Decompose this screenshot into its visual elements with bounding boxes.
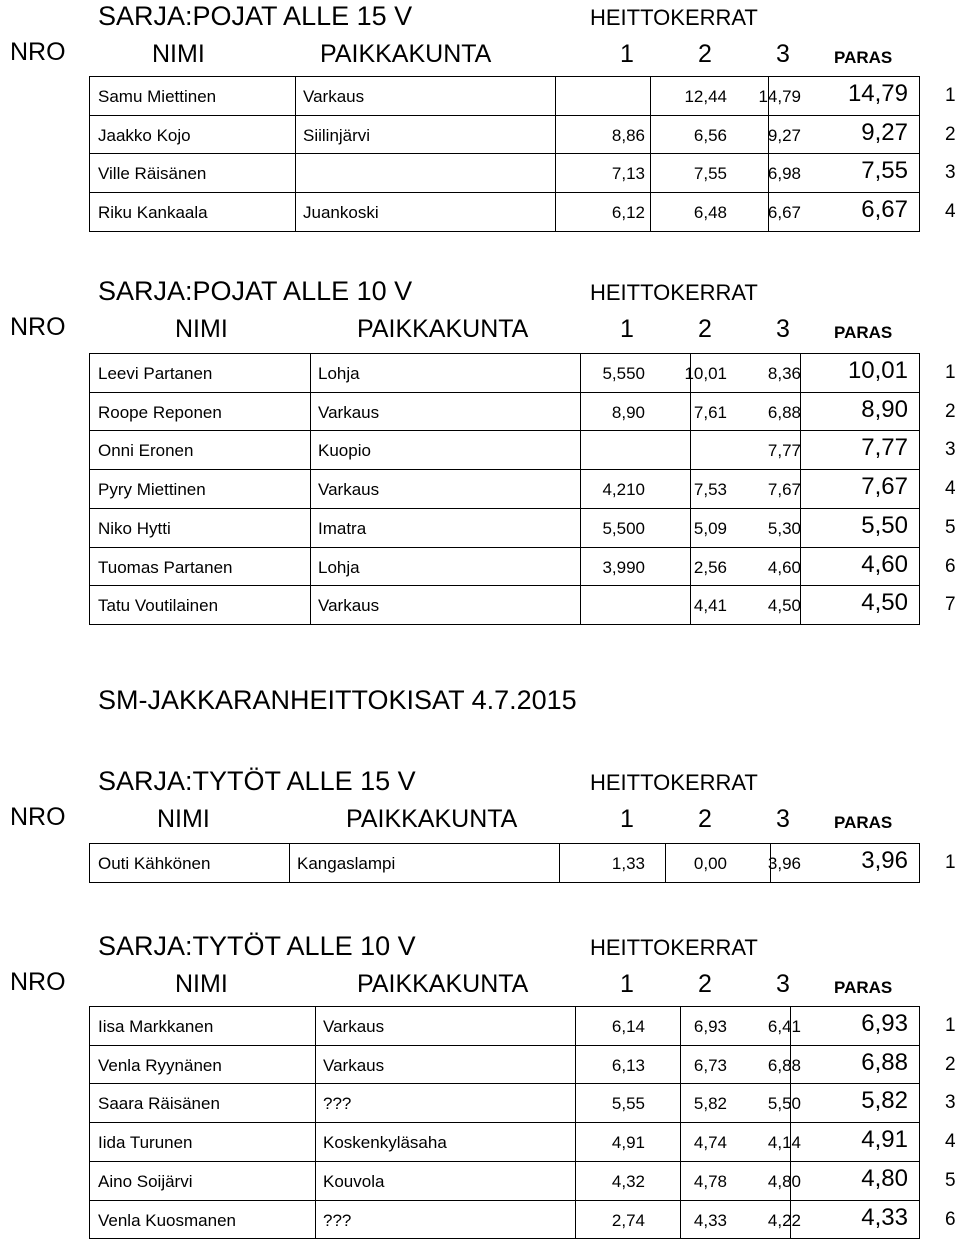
throw-2: 5,82: [693, 1094, 727, 1113]
col-header-nimi: NIMI: [157, 805, 210, 833]
athlete-name: Aino Soijärvi: [98, 1172, 193, 1191]
rank: 6: [945, 1209, 956, 1230]
athlete-name: Niko Hytti: [98, 519, 171, 538]
athlete-place: Lohja: [318, 364, 360, 383]
throw-1: 2,74: [611, 1211, 645, 1230]
table-column-rule: [295, 76, 296, 231]
athlete-place: Varkaus: [318, 596, 380, 615]
athlete-name: Venla Ryynänen: [98, 1056, 222, 1075]
best-result: 5,50: [861, 512, 908, 539]
col-header-1: 1: [620, 805, 634, 833]
throw-3: 4,80: [767, 1172, 801, 1191]
col-header-paikkakunta: PAIKKAKUNTA: [320, 40, 492, 68]
table-rule: [89, 547, 920, 548]
throw-1: 4,91: [611, 1133, 645, 1152]
col-header-1: 1: [620, 40, 634, 68]
col-header-nimi: NIMI: [175, 315, 228, 343]
rank: 3: [945, 162, 956, 183]
athlete-name: Ville Räisänen: [98, 164, 207, 183]
table-column-rule: [89, 353, 90, 624]
throw-3: 14,79: [758, 87, 801, 106]
table-column-rule: [89, 76, 90, 231]
throw-2: 4,74: [693, 1133, 727, 1152]
rank: 1: [945, 852, 956, 873]
throw-3: 5,30: [767, 519, 801, 538]
table-rule: [89, 76, 920, 77]
table-column-rule: [575, 1006, 576, 1238]
table-column-rule: [919, 1006, 920, 1238]
throw-3: 4,14: [767, 1133, 801, 1152]
rank: 7: [945, 594, 956, 615]
athlete-name: Leevi Partanen: [98, 364, 213, 383]
athlete-name: Iisa Markkanen: [98, 1017, 214, 1036]
col-header-paikkakunta: PAIKKAKUNTA: [357, 315, 529, 343]
section-title: SARJA:POJAT ALLE 10 V: [98, 276, 413, 306]
best-result: 10,01: [847, 357, 908, 384]
table-rule: [89, 392, 920, 393]
athlete-name: Jaakko Kojo: [98, 126, 191, 145]
throw-2: 0,00: [693, 854, 727, 873]
throw-1: 8,86: [611, 126, 645, 145]
athlete-name: Riku Kankaala: [98, 203, 208, 222]
table-rule: [89, 469, 920, 470]
table-rule: [89, 353, 920, 354]
throw-2: 12,44: [684, 87, 727, 106]
throw-2: 4,33: [693, 1211, 727, 1230]
rank: 5: [945, 1170, 956, 1191]
athlete-name: Saara Räisänen: [98, 1094, 220, 1113]
table-rule: [89, 1006, 920, 1007]
table-column-rule: [919, 353, 920, 624]
table-column-rule: [665, 843, 666, 882]
athlete-name: Pyry Miettinen: [98, 480, 206, 499]
table-rule: [89, 1122, 920, 1123]
athlete-place: Koskenkyläsaha: [323, 1133, 447, 1152]
col-header-2: 2: [698, 315, 712, 343]
section-title: SARJA:POJAT ALLE 15 V: [98, 1, 413, 31]
throw-3: 9,27: [767, 126, 801, 145]
table-rule: [89, 882, 920, 883]
best-result: 6,93: [861, 1010, 908, 1037]
best-result: 3,96: [861, 847, 908, 874]
best-result: 4,80: [861, 1165, 908, 1192]
col-header-paikkakunta: PAIKKAKUNTA: [357, 970, 529, 998]
best-result: 7,77: [861, 434, 908, 461]
athlete-place: Varkaus: [323, 1056, 385, 1075]
best-result: 5,82: [861, 1087, 908, 1114]
table-column-rule: [790, 1006, 791, 1238]
athlete-name: Venla Kuosmanen: [98, 1211, 236, 1230]
throw-2: 5,09: [693, 519, 727, 538]
section-title: SARJA:TYTÖT ALLE 15 V: [98, 766, 416, 796]
athlete-place: Kouvola: [323, 1172, 385, 1191]
table-rule: [89, 1200, 920, 1201]
section-title: SARJA:TYTÖT ALLE 10 V: [98, 931, 416, 961]
throw-3: 5,50: [767, 1094, 801, 1113]
table-rule: [89, 430, 920, 431]
col-header-2: 2: [698, 805, 712, 833]
table-rule: [89, 115, 920, 116]
table-rule: [89, 231, 920, 232]
athlete-place: Varkaus: [318, 403, 380, 422]
table-rule: [89, 1161, 920, 1162]
throw-1: 4,32: [611, 1172, 645, 1191]
col-header-paras: PARAS: [834, 323, 893, 342]
rank: 1: [945, 85, 956, 106]
rank: 6: [945, 556, 956, 577]
best-result: 4,33: [861, 1204, 908, 1231]
event-title: SM-JAKKARANHEITTOKISAT 4.7.2015: [98, 685, 577, 715]
throw-2: 4,78: [693, 1172, 727, 1191]
rank: 4: [945, 478, 956, 499]
athlete-place: Lohja: [318, 558, 360, 577]
table-column-rule: [919, 843, 920, 882]
rank: 2: [945, 124, 956, 145]
col-header-3: 3: [776, 40, 790, 68]
col-header-1: 1: [620, 970, 634, 998]
table-column-rule: [559, 843, 560, 882]
table-column-rule: [919, 76, 920, 231]
throw-2: 6,93: [693, 1017, 727, 1036]
col-header-paikkakunta: PAIKKAKUNTA: [346, 805, 518, 833]
table-column-rule: [580, 353, 581, 624]
table-column-rule: [89, 1006, 90, 1238]
throw-2: 4,41: [693, 596, 727, 615]
best-result: 14,79: [847, 80, 908, 107]
athlete-name: Tatu Voutilainen: [98, 596, 219, 615]
rank: 3: [945, 1092, 956, 1113]
col-header-2: 2: [698, 40, 712, 68]
throw-3: 4,22: [767, 1211, 801, 1230]
rank: 2: [945, 1054, 956, 1075]
throw-1: 6,13: [611, 1056, 645, 1075]
throw-3: 6,41: [767, 1017, 801, 1036]
table-column-rule: [310, 353, 311, 624]
table-rule: [89, 624, 920, 625]
athlete-place: Varkaus: [323, 1017, 385, 1036]
rank: 2: [945, 401, 956, 422]
rank: 1: [945, 1015, 956, 1036]
table-rule: [89, 585, 920, 586]
table-rule: [89, 192, 920, 193]
table-rule: [89, 1083, 920, 1084]
throw-2: 2,56: [693, 558, 727, 577]
rank: 4: [945, 1131, 956, 1152]
best-result: 4,91: [861, 1126, 908, 1153]
athlete-name: Tuomas Partanen: [98, 558, 233, 577]
table-column-rule: [289, 843, 290, 882]
col-header-nro: NRO: [10, 38, 66, 66]
best-result: 6,88: [861, 1049, 908, 1076]
throw-1: 6,14: [611, 1017, 645, 1036]
col-header-nro: NRO: [10, 803, 66, 831]
throw-2: 7,61: [693, 403, 727, 422]
col-header-paras: PARAS: [834, 813, 893, 832]
col-header-1: 1: [620, 315, 634, 343]
throw-1: 8,90: [611, 403, 645, 422]
throw-2: 6,73: [693, 1056, 727, 1075]
heittokerrat-label: HEITTOKERRAT: [590, 770, 758, 795]
athlete-place: Kangaslampi: [297, 854, 396, 873]
athlete-place: Imatra: [318, 519, 367, 538]
throw-2: 10,01: [684, 364, 727, 383]
throw-3: 7,77: [767, 441, 801, 460]
col-header-3: 3: [776, 970, 790, 998]
table-rule: [89, 843, 920, 844]
table-column-rule: [680, 1006, 681, 1238]
athlete-name: Iida Turunen: [98, 1133, 193, 1152]
athlete-name: Samu Miettinen: [98, 87, 217, 106]
rank: 3: [945, 439, 956, 460]
table-rule: [89, 508, 920, 509]
col-header-nimi: NIMI: [175, 970, 228, 998]
heittokerrat-label: HEITTOKERRAT: [590, 5, 758, 30]
throw-3: 4,50: [767, 596, 801, 615]
throw-1: 5,55: [611, 1094, 645, 1113]
throw-2: 7,55: [693, 164, 727, 183]
table-rule: [89, 1045, 920, 1046]
best-result: 4,50: [861, 589, 908, 616]
rank: 5: [945, 517, 956, 538]
throw-1: 7,13: [611, 164, 645, 183]
throw-3: 4,60: [767, 558, 801, 577]
throw-2: 6,48: [693, 203, 727, 222]
heittokerrat-label: HEITTOKERRAT: [590, 280, 758, 305]
table-column-rule: [555, 76, 556, 231]
table-column-rule: [315, 1006, 316, 1238]
throw-3: 8,36: [767, 364, 801, 383]
throw-1: 1,33: [611, 854, 645, 873]
rank: 1: [945, 362, 956, 383]
athlete-name: Roope Reponen: [98, 403, 222, 422]
throw-3: 7,67: [767, 480, 801, 499]
table-rule: [89, 153, 920, 154]
throw-3: 6,98: [767, 164, 801, 183]
col-header-paras: PARAS: [834, 978, 893, 997]
throw-3: 6,67: [767, 203, 801, 222]
col-header-2: 2: [698, 970, 712, 998]
throw-1: 6,12: [611, 203, 645, 222]
athlete-place: Varkaus: [303, 87, 365, 106]
heittokerrat-label: HEITTOKERRAT: [590, 935, 758, 960]
table-column-rule: [89, 843, 90, 882]
throw-1: 5,550: [602, 364, 645, 383]
best-result: 7,67: [861, 473, 908, 500]
best-result: 9,27: [861, 119, 908, 146]
best-result: 8,90: [861, 396, 908, 423]
throw-3: 3,96: [767, 854, 801, 873]
col-header-nro: NRO: [10, 968, 66, 996]
col-header-3: 3: [776, 805, 790, 833]
col-header-3: 3: [776, 315, 790, 343]
throw-1: 5,500: [602, 519, 645, 538]
athlete-place: Juankoski: [303, 203, 379, 222]
best-result: 6,67: [861, 196, 908, 223]
col-header-nro: NRO: [10, 313, 66, 341]
athlete-place: Siilinjärvi: [303, 126, 371, 145]
athlete-place: Varkaus: [318, 480, 380, 499]
athlete-name: Outi Kähkönen: [98, 854, 211, 873]
best-result: 4,60: [861, 551, 908, 578]
throw-2: 7,53: [693, 480, 727, 499]
table-column-rule: [650, 76, 651, 231]
athlete-place: ???: [323, 1094, 352, 1113]
throw-1: 4,210: [602, 480, 645, 499]
best-result: 7,55: [861, 157, 908, 184]
table-column-rule: [690, 353, 691, 624]
col-header-nimi: NIMI: [152, 40, 205, 68]
athlete-place: ???: [323, 1211, 352, 1230]
rank: 4: [945, 201, 956, 222]
col-header-paras: PARAS: [834, 48, 893, 67]
throw-1: 3,990: [602, 558, 645, 577]
athlete-name: Onni Eronen: [98, 441, 194, 460]
athlete-place: Kuopio: [318, 441, 371, 460]
throw-3: 6,88: [767, 1056, 801, 1075]
throw-3: 6,88: [767, 403, 801, 422]
throw-2: 6,56: [693, 126, 727, 145]
